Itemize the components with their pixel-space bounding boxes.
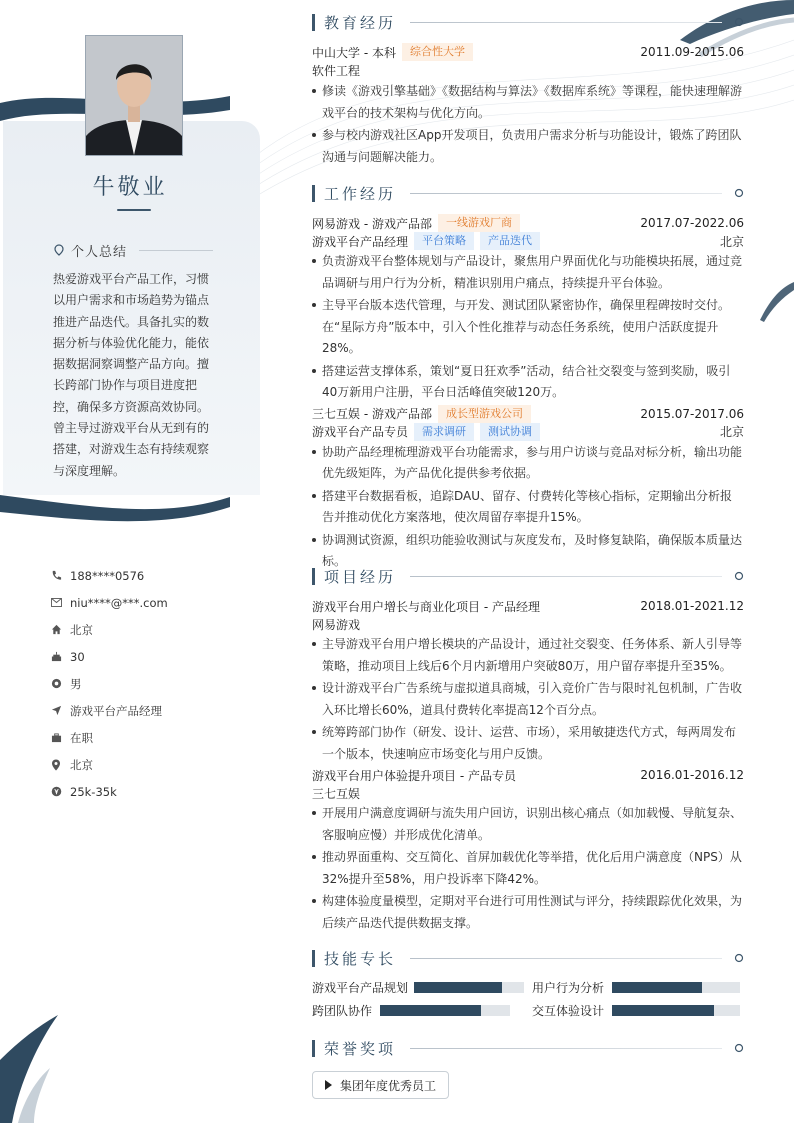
job-company-row — [312, 214, 744, 232]
major-row — [312, 61, 744, 79]
skill-bar — [380, 1005, 510, 1016]
skill-name: 交互体验设计 — [532, 1003, 605, 1018]
projects-header — [312, 565, 744, 587]
skill-tag: 需求调研 — [414, 423, 474, 441]
salary-icon — [50, 786, 62, 798]
school-tag: 综合性大学 — [402, 43, 473, 61]
major: 软件工程 — [312, 63, 361, 78]
skill-name: 跨团队协作 — [312, 1003, 373, 1018]
company-name: 网易游戏 - 游戏产品部 — [312, 216, 432, 231]
info-row-home — [50, 616, 250, 643]
awards-header — [312, 1037, 744, 1059]
list-item: 协助产品经理梳理游戏平台功能需求，参与用户访谈与竞品对标分析，输出功能优先级矩阵，为产品优化提供参考依据。 — [312, 442, 744, 485]
profile-photo — [85, 35, 183, 156]
section-marker — [312, 14, 315, 31]
summary-divider — [139, 250, 213, 251]
skill-tag: 产品迭代 — [480, 232, 540, 250]
skill-bar — [612, 982, 740, 993]
skill-bar-fill — [612, 1005, 714, 1016]
skill-name: 游戏平台产品规划 — [312, 980, 409, 995]
project-row — [312, 766, 744, 784]
education-title: 教育经历 — [324, 13, 397, 32]
age-value: 30 — [70, 649, 85, 664]
summary-title: 个人总结 — [71, 244, 128, 260]
skills-title: 技能专长 — [324, 949, 397, 968]
project-date: 2016.01-2016.12 — [640, 768, 744, 782]
info-row-city — [50, 751, 250, 778]
section-marker — [312, 568, 315, 585]
target-position-value: 游戏平台产品经理 — [70, 703, 162, 718]
skill-item — [312, 978, 528, 996]
section-divider — [410, 1048, 722, 1049]
list-item: 参与校内游戏社区App开发项目，负责用户需求分析与功能设计，锻炼了跨团队沟通与问题解决能力。 — [312, 125, 744, 168]
awards-section — [312, 1037, 744, 1099]
skill-bar — [414, 982, 524, 993]
list-item: 协调测试资源，组织功能验收测试与灰度发布，及时修复缺陷，确保版本质量达标。 — [312, 530, 744, 573]
job-date: 2015.07-2017.06 — [640, 406, 744, 421]
summary-text: 热爱游戏平台产品工作，习惯以用户需求和市场趋势为锚点推进产品迭代。具备扎实的数据分析与体验优化能力，能依据数据洞察调整产品方向。擅长跨部门协作与项目进度把控，确保多方资源高效协同。曾主导过游戏平台从无到有的搭建，对游戏生态有持续观察与深度理解。 — [53, 272, 210, 478]
job-company-row — [312, 405, 744, 423]
phone-value: 188****0576 — [70, 568, 145, 583]
skills-header — [312, 947, 744, 969]
section-divider — [410, 22, 722, 23]
award-item — [312, 1071, 449, 1099]
list-item: 开展用户满意度调研与流失用户回访，识别出核心痛点（如加载慢、导航复杂、客服响应慢）并形成优化清单。 — [312, 803, 744, 846]
work-title: 工作经历 — [324, 184, 397, 203]
name-underline — [117, 209, 151, 211]
pin-icon — [734, 571, 744, 581]
cake-icon — [50, 651, 62, 663]
info-row-age — [50, 643, 250, 670]
section-marker — [312, 950, 315, 967]
pin-icon — [734, 188, 744, 198]
hometown-value: 北京 — [70, 622, 93, 637]
job-role: 游戏平台产品经理 — [312, 234, 409, 249]
list-item: 修读《游戏引擎基础》《数据结构与算法》《数据库系统》等课程，能快速理解游戏平台的技术架构与优化方向。 — [312, 81, 744, 124]
target-city-value: 北京 — [70, 757, 93, 772]
info-row-gender — [50, 670, 250, 697]
location-icon — [50, 759, 62, 771]
company-tag: 成长型游戏公司 — [438, 405, 531, 423]
projects-title: 项目经历 — [324, 567, 397, 586]
education-section — [312, 11, 744, 169]
education-header — [312, 11, 744, 33]
work-section — [312, 182, 744, 574]
list-item: 构建体验度量模型，定期对平台进行可用性测试与评分，持续跟踪优化效果，为后续产品迭代提供数据支撑。 — [312, 891, 744, 934]
info-row-status — [50, 724, 250, 751]
list-item: 统筹跨部门协作（研发、设计、运营、市场），采用敏捷迭代方式，每两周发布一个版本，快速响应市场变化与用户反馈。 — [312, 722, 744, 765]
section-marker — [312, 1040, 315, 1057]
mail-icon — [50, 597, 62, 609]
skill-item — [532, 1001, 748, 1019]
gender-icon — [50, 678, 62, 690]
project-date: 2018.01-2021.12 — [640, 599, 744, 613]
skill-bar-fill — [414, 982, 502, 993]
job-status-value: 在职 — [70, 730, 93, 745]
pin-icon — [734, 1043, 744, 1053]
section-marker — [312, 185, 315, 202]
info-row-phone — [50, 562, 250, 589]
job-role-row — [312, 423, 744, 441]
job-city: 北京 — [719, 425, 744, 439]
job-role-row — [312, 232, 744, 250]
project-name: 游戏平台用户体验提升项目 - 产品专员 — [312, 768, 516, 783]
project-company: 三七互娱 — [312, 786, 361, 801]
summary-header — [53, 240, 213, 260]
contact-info — [50, 562, 250, 805]
job-role: 游戏平台产品专员 — [312, 425, 409, 439]
skill-tag: 平台策略 — [414, 232, 474, 250]
candidate-name: 牛敬业 — [92, 175, 168, 200]
skill-name: 用户行为分析 — [532, 980, 605, 995]
company-name: 三七互娱 - 游戏产品部 — [312, 407, 432, 421]
briefcase-icon — [50, 732, 62, 744]
skill-tag: 测试协调 — [480, 423, 540, 441]
awards-title: 荣誉奖项 — [324, 1039, 397, 1058]
school-name: 中山大学 - 本科 — [312, 45, 396, 60]
section-divider — [410, 576, 722, 577]
list-item: 设计游戏平台广告系统与虚拟道具商城，引入竞价广告与限时礼包机制，广告收入环比增长60%，道具付费转化率提高12个百分点。 — [312, 678, 744, 721]
info-row-salary — [50, 778, 250, 805]
skill-bar-fill — [612, 982, 702, 993]
skills-grid — [312, 978, 744, 1019]
section-divider — [410, 193, 722, 194]
section-divider — [410, 958, 722, 959]
info-row-position — [50, 697, 250, 724]
job-entry — [312, 405, 744, 573]
home-icon — [50, 624, 62, 636]
pin-icon — [734, 953, 744, 963]
project-row — [312, 597, 744, 615]
pin-icon — [734, 17, 744, 27]
award-name: 集团年度优秀员工 — [340, 1078, 437, 1093]
skills-section — [312, 947, 744, 1019]
email-value: niu****@***.com — [70, 595, 168, 610]
project-name: 游戏平台用户增长与商业化项目 - 产品经理 — [312, 599, 540, 614]
work-header — [312, 182, 744, 204]
project-entry — [312, 597, 744, 765]
avatar — [86, 36, 182, 155]
skill-item — [312, 1001, 528, 1019]
project-company: 网易游戏 — [312, 617, 361, 632]
education-date: 2011.09-2015.06 — [640, 45, 744, 59]
company-tag: 一线游戏厂商 — [438, 214, 520, 232]
list-item: 主导平台版本迭代管理，与开发、测试团队紧密协作，确保里程碑按时交付。在“星际方舟”版本中，引入个性化推荐与动态任务系统，使用户活跃度提升28%。 — [312, 295, 744, 360]
projects-section — [312, 565, 744, 935]
gender-value: 男 — [70, 676, 82, 691]
info-row-email — [50, 589, 250, 616]
job-city: 北京 — [719, 234, 744, 249]
education-row — [312, 43, 744, 61]
list-item: 搭建平台数据看板，追踪DAU、留存、付费转化等核心指标，定期输出分析报告并推动优化方案落地，使次周留存率提升15%。 — [312, 486, 744, 529]
skill-bar — [612, 1005, 740, 1016]
send-icon — [50, 705, 62, 717]
play-icon — [325, 1080, 332, 1090]
job-date: 2017.07-2022.06 — [640, 216, 744, 230]
project-company-row — [312, 784, 744, 802]
skill-item — [532, 978, 748, 996]
skill-bar-fill — [380, 1005, 481, 1016]
project-entry — [312, 766, 744, 934]
list-item: 负责游戏平台整体规划与产品设计，聚焦用户界面优化与功能模块拓展，通过竞品调研与用户行为分析，精准识别用户痛点，持续提升平台体验。 — [312, 251, 744, 294]
phone-icon — [50, 570, 62, 582]
job-entry — [312, 214, 744, 404]
project-company-row — [312, 615, 744, 633]
list-item: 主导游戏平台用户增长模块的产品设计，通过社交裂变、任务体系、新人引导等策略，推动项目上线后6个月内新增用户突破80万，用户留存率提升至35%。 — [312, 634, 744, 677]
list-item: 搭建运营支撑体系，策划“夏日狂欢季”活动，结合社交裂变与签到奖励，吸引40万新用户注册，平台日活峰值突破120万。 — [312, 361, 744, 404]
location-pin-icon — [53, 244, 65, 256]
salary-value: 25k-35k — [70, 784, 117, 799]
list-item: 推动界面重构、交互简化、首屏加载优化等举措，优化后用户满意度（NPS）从32%提升至58%，用户投诉率下降42%。 — [312, 847, 744, 890]
